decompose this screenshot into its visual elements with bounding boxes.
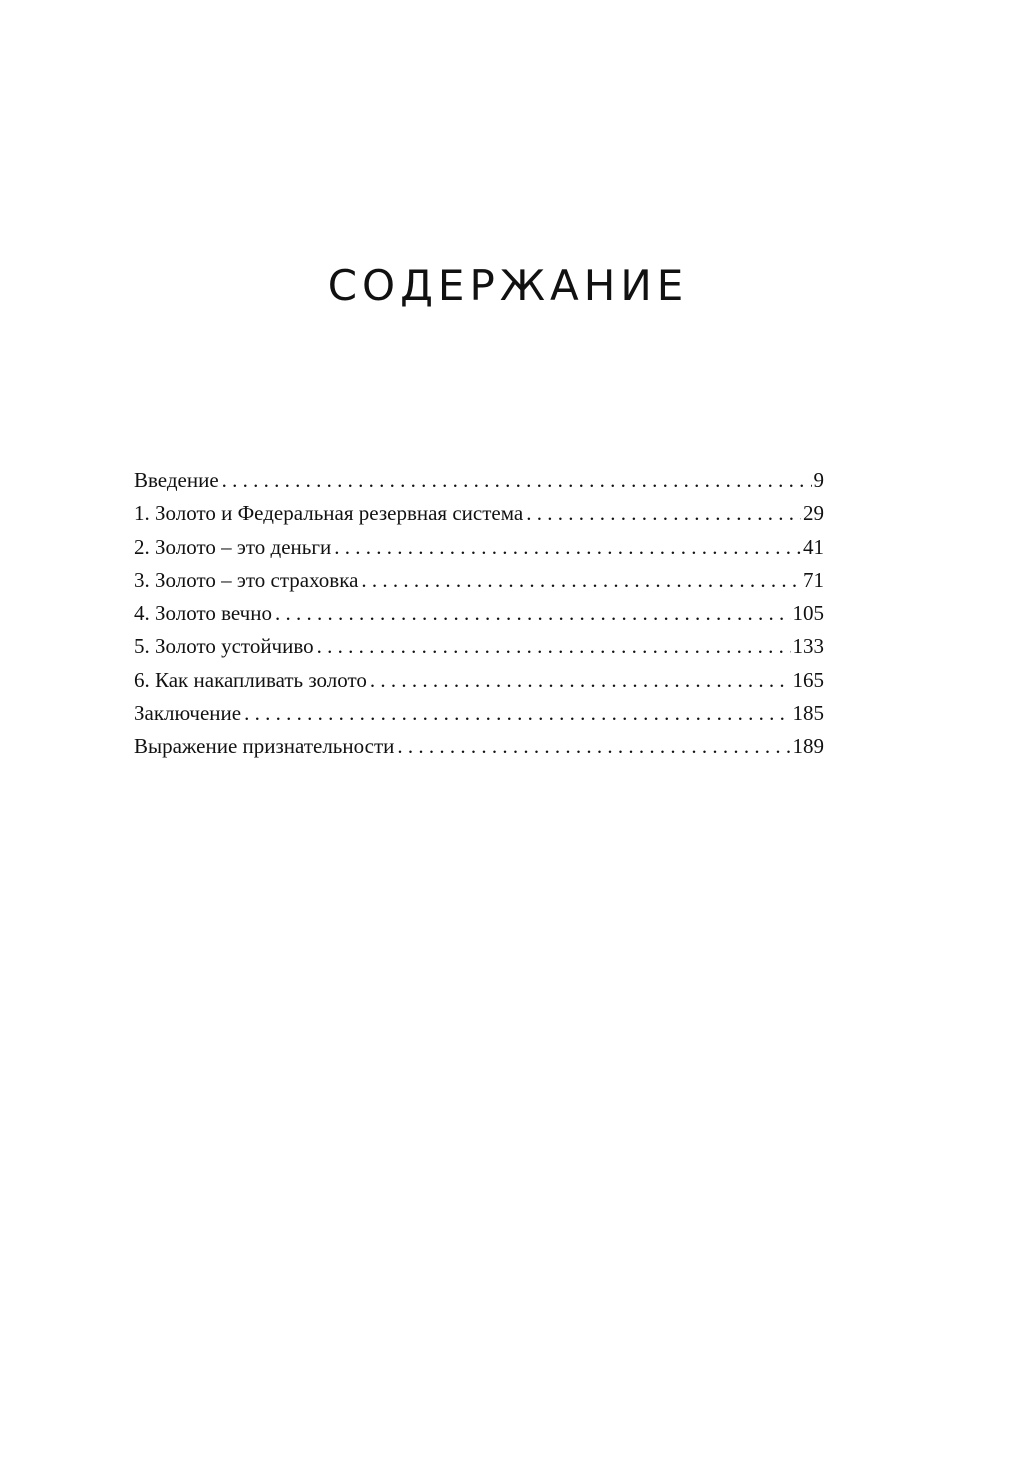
toc-entry-label: 2. Золото – это деньги <box>134 534 332 559</box>
toc-entry-page-number: 9 <box>813 468 824 492</box>
toc-entry-label: 4. Золото вечно <box>134 601 272 626</box>
toc-entry-page-number: 29 <box>803 501 824 526</box>
toc-entry-page-number: 189 <box>792 734 824 759</box>
dot-leader <box>244 697 790 730</box>
toc-entry-label: 3. Золото – это страховка <box>134 567 359 592</box>
toc-entry-label: 6. Как накапливать золото <box>134 667 367 692</box>
toc-entry-chapter-1[interactable] <box>134 497 824 530</box>
toc-entry-page-number: 105 <box>792 601 824 626</box>
dot-leader <box>334 531 801 564</box>
toc-entry-page-number: 165 <box>792 667 824 692</box>
dot-leader <box>397 730 790 763</box>
toc-entry-label: 5. Золото устойчиво <box>134 634 314 659</box>
toc-entry-conclusion[interactable] <box>134 697 824 730</box>
dot-leader <box>275 597 791 630</box>
dot-leader <box>361 564 801 597</box>
toc-entry-page-number: 71 <box>803 567 824 592</box>
toc-entry-label: 1. Золото и Федеральная резервная система <box>134 501 524 526</box>
toc-entry-page-number: 133 <box>792 634 824 659</box>
toc-entry-chapter-3[interactable] <box>134 564 824 597</box>
dot-leader <box>370 664 791 697</box>
toc-entry-acknowledgements[interactable] <box>134 730 824 763</box>
toc-entry-chapter-2[interactable] <box>134 531 824 564</box>
toc-entry-introduction[interactable] <box>134 464 824 497</box>
table-of-contents <box>134 464 824 764</box>
toc-entry-chapter-5[interactable] <box>134 630 824 663</box>
toc-entry-chapter-4[interactable] <box>134 597 824 630</box>
dot-leader <box>222 464 812 497</box>
page-title: СОДЕРЖАНИЕ <box>327 261 689 310</box>
dot-leader <box>317 630 791 663</box>
toc-entry-page-number: 185 <box>792 701 824 726</box>
toc-entry-label: Введение <box>134 468 219 492</box>
toc-entry-page-number: 41 <box>803 534 824 559</box>
dot-leader <box>526 497 801 530</box>
toc-entry-label: Заключение <box>134 701 242 726</box>
toc-entry-chapter-6[interactable] <box>134 664 824 697</box>
toc-entry-label: Выражение признательности <box>134 734 395 759</box>
